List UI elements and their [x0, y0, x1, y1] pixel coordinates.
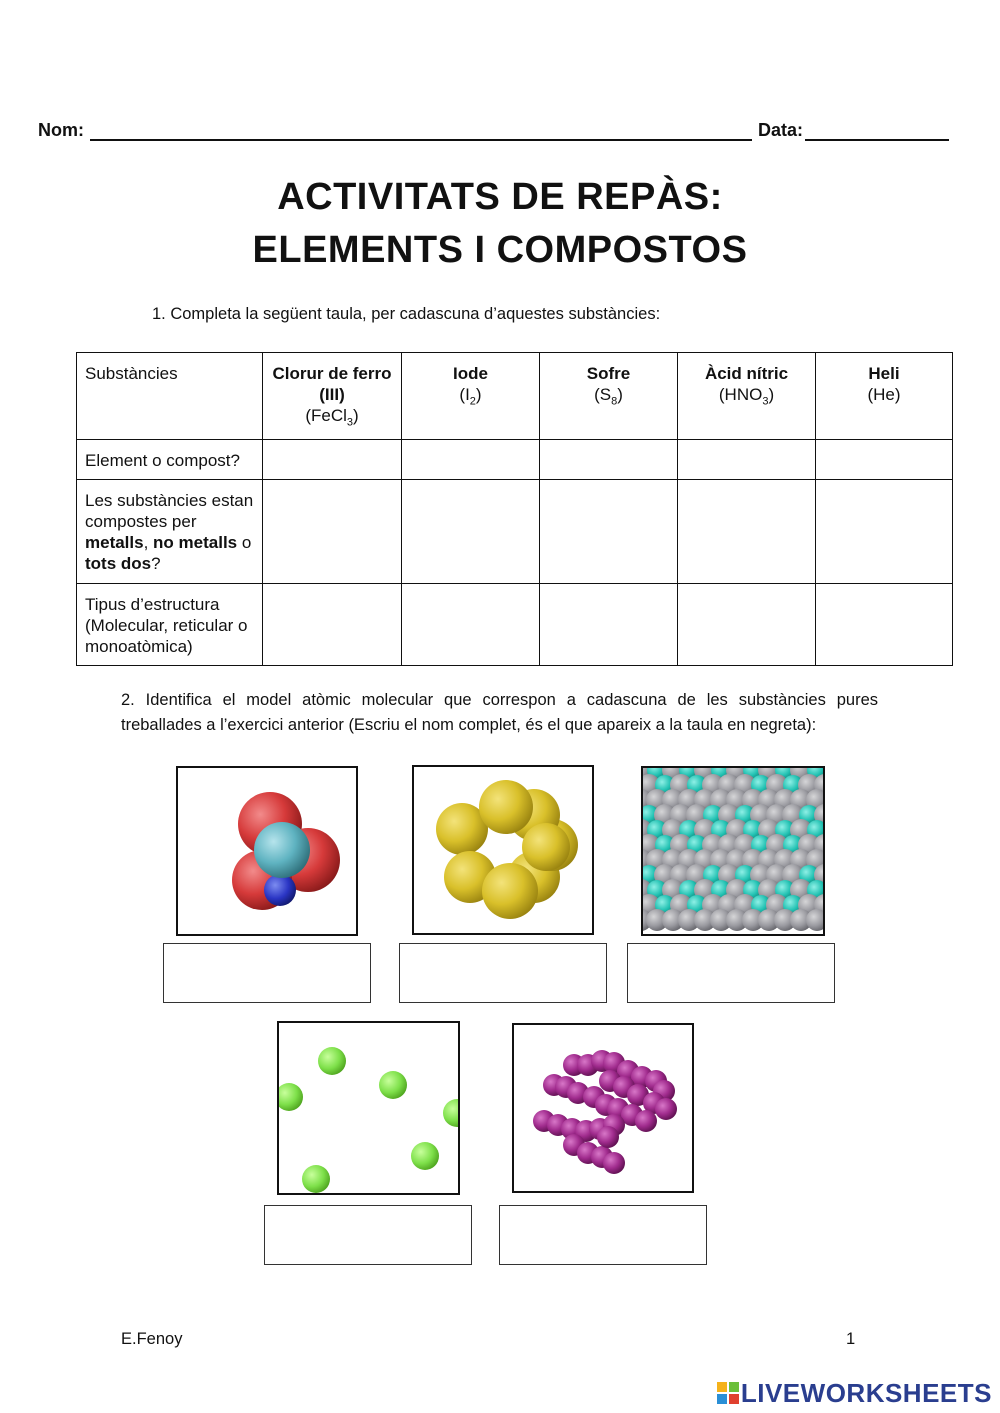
table-row	[77, 584, 953, 666]
ionic-lattice-model-icon	[643, 768, 823, 934]
date-label: Data:	[758, 120, 804, 140]
column-name: Clorur de ferro (III)	[272, 364, 392, 404]
name-label: Nom:	[38, 120, 84, 140]
formula: (S	[594, 385, 612, 404]
answer-cell[interactable]	[816, 440, 953, 480]
question-2: 2. Identifica el model atòmic molecular que correspon a cadascuna de les substàncies pures treballades a l’exercici anterior (Escriu el nom complet, és el que apareix a la taula en negreta):	[121, 691, 878, 734]
column-name: Iode	[453, 364, 488, 383]
iodine-cluster-model-icon	[514, 1025, 692, 1191]
column-name: Sofre	[586, 364, 631, 383]
formula-subscript: 3	[762, 395, 769, 408]
column-name: Àcid nítric	[704, 364, 789, 383]
answer-cell[interactable]	[678, 480, 816, 584]
column-header	[263, 353, 402, 440]
column-header	[540, 353, 678, 440]
formula: (HNO	[718, 385, 763, 404]
answer-cell[interactable]	[540, 480, 678, 584]
footer-author: E.Fenoy	[121, 1330, 183, 1348]
substances-table	[76, 352, 953, 666]
row-bold: metalls	[85, 533, 144, 553]
formula-subscript: 3	[346, 416, 353, 429]
row-bold: no metalls	[153, 533, 238, 553]
formula-close: )	[617, 385, 623, 404]
formula-close: )	[768, 385, 775, 404]
column-name: Heli	[868, 364, 900, 383]
iodine-atom	[655, 1098, 677, 1120]
sulfur-ring-model-icon	[414, 767, 592, 933]
column-header	[402, 353, 540, 440]
column-header	[678, 353, 816, 440]
answer-box-1[interactable]	[163, 943, 371, 1003]
nitric-acid-model-icon	[178, 768, 356, 934]
row-text: ,	[143, 533, 154, 553]
iodine-atom	[597, 1126, 619, 1148]
iodine-atom	[603, 1152, 625, 1174]
formula-close: )	[353, 406, 359, 425]
answer-cell[interactable]	[263, 584, 402, 666]
answer-box-2[interactable]	[399, 943, 607, 1003]
table-corner-cell: Substàncies	[77, 353, 263, 440]
formula: (FeCl	[305, 406, 347, 425]
logo-text: LIVEWORKSHEETS	[740, 1378, 992, 1408]
page-number: 1	[846, 1330, 856, 1348]
formula: (He)	[867, 385, 901, 404]
page-title-line2: ELEMENTS I COMPOSTOS	[252, 229, 748, 271]
answer-box-4[interactable]	[264, 1205, 472, 1265]
name-date-header	[38, 120, 960, 141]
date-line	[805, 121, 949, 141]
answer-cell[interactable]	[402, 480, 540, 584]
answer-cell[interactable]	[678, 440, 816, 480]
table-header-row	[77, 353, 953, 440]
name-line	[90, 121, 752, 141]
model-image-5	[512, 1023, 694, 1193]
row-label-metals	[77, 480, 263, 584]
answer-cell[interactable]	[816, 584, 953, 666]
table-row	[77, 440, 953, 480]
row-text: ?	[151, 554, 161, 574]
formula: (I	[459, 385, 470, 404]
formula-subscript: 2	[469, 395, 476, 408]
answer-cell[interactable]	[263, 480, 402, 584]
liveworksheets-logo	[717, 1378, 992, 1409]
page-title-line1: ACTIVITATS DE REPÀS:	[277, 176, 723, 218]
row-text: Les substàncies estan compostes per	[85, 491, 254, 532]
row-text: o	[237, 533, 252, 553]
formula-close: )	[475, 385, 482, 404]
row-bold: tots dos	[85, 554, 152, 574]
answer-cell[interactable]	[540, 584, 678, 666]
answer-cell[interactable]	[540, 440, 678, 480]
model-image-2	[412, 765, 594, 935]
formula-subscript: 8	[611, 395, 618, 408]
question-1: 1. Completa la següent taula, per cadascuna d’aquestes substàncies:	[152, 305, 661, 323]
row-label-element-compost: Element o compost?	[77, 440, 263, 480]
answer-box-5[interactable]	[499, 1205, 707, 1265]
table-row	[77, 480, 953, 584]
helium-atoms-model-icon	[279, 1023, 458, 1193]
answer-box-3[interactable]	[627, 943, 835, 1003]
answer-cell[interactable]	[402, 440, 540, 480]
answer-cell[interactable]	[816, 480, 953, 584]
model-image-1	[176, 766, 358, 936]
answer-cell[interactable]	[402, 584, 540, 666]
liveworksheets-mark-icon	[717, 1382, 739, 1404]
answer-cell[interactable]	[263, 440, 402, 480]
iodine-atom	[635, 1110, 657, 1132]
column-header	[816, 353, 953, 440]
model-image-4	[277, 1021, 460, 1195]
model-image-3	[641, 766, 825, 936]
answer-cell[interactable]	[678, 584, 816, 666]
row-label-structure: Tipus d’estructura (Molecular, reticular o monoatòmica)	[77, 584, 263, 666]
